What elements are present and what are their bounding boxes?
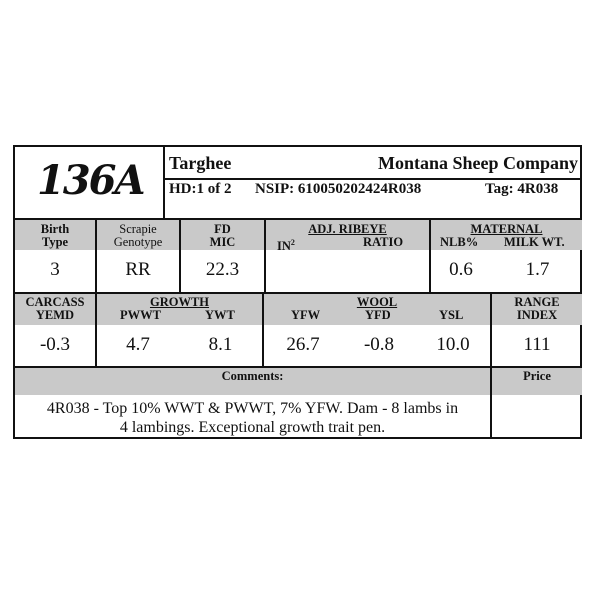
yfw-value: 26.7: [286, 334, 320, 355]
ysl-label: YSL: [439, 308, 464, 322]
col-div: [429, 220, 431, 292]
fd-mic-label: FD MIC: [209, 222, 236, 249]
comments-label: Comments:: [221, 369, 284, 383]
col-div: [179, 220, 181, 292]
nsip-id: NSIP: 610050202424R038: [255, 181, 422, 197]
milk-wt-value: 1.7: [525, 259, 550, 280]
col-div: [95, 294, 97, 366]
range-index-value: 111: [523, 334, 551, 355]
col-div: [490, 294, 492, 366]
yfw-label: YFW: [291, 308, 321, 322]
in2-label: $IN^2$: [277, 238, 295, 254]
ywt-label: YWT: [205, 308, 235, 322]
lot-card: [13, 145, 582, 439]
fd-mic-value: 22.3: [205, 259, 240, 280]
col-div: [95, 220, 97, 292]
pwwt-value: 4.7: [126, 334, 150, 355]
birth-type-value: 3: [50, 259, 60, 280]
growth-title: GROWTH: [149, 295, 210, 309]
range-index-label: RANGE INDEX: [514, 295, 560, 322]
scrapie-value: RR: [125, 259, 151, 280]
pwwt-label: PWWT: [120, 308, 161, 322]
ratio-label: RATIO: [363, 235, 404, 249]
consignor: Montana Sheep Company: [377, 153, 578, 173]
nlb-label: NLB%: [440, 235, 479, 249]
carcass-value: -0.3: [39, 334, 71, 355]
comments-text: 4R038 - Top 10% WWT & PWWT, 7% YFW. Dam - 8 lambs in 4 lambings. Exceptional growth trait pen.: [46, 400, 459, 436]
header-rule: [163, 178, 582, 180]
nlb-value: 0.6: [449, 259, 473, 280]
col-div: [264, 220, 266, 292]
yfd-label: YFD: [365, 308, 391, 322]
lot-number: 136A: [37, 157, 144, 204]
ribeye-title: ADJ. RIBEYE: [308, 222, 387, 236]
carcass-label: CARCASS YEMD: [25, 295, 85, 322]
scrapie-label: Scrapie Genotype: [113, 222, 163, 249]
milk-wt-label: MILK WT.: [504, 235, 565, 249]
ywt-value: 8.1: [208, 334, 233, 355]
hd-count: HD:1 of 2: [169, 181, 232, 197]
ysl-value: 10.0: [436, 334, 470, 355]
tag-id: Tag: 4R038: [485, 181, 559, 197]
header-divider: [163, 147, 165, 218]
birth-type-label: Birth Type: [40, 222, 70, 249]
col-div: [262, 294, 264, 366]
maternal-title: MATERNAL: [470, 222, 543, 236]
breed: Targhee: [169, 153, 232, 173]
price-label: Price: [523, 369, 551, 383]
yfd-value: -0.8: [363, 334, 395, 355]
wool-title: WOOL: [356, 295, 398, 309]
